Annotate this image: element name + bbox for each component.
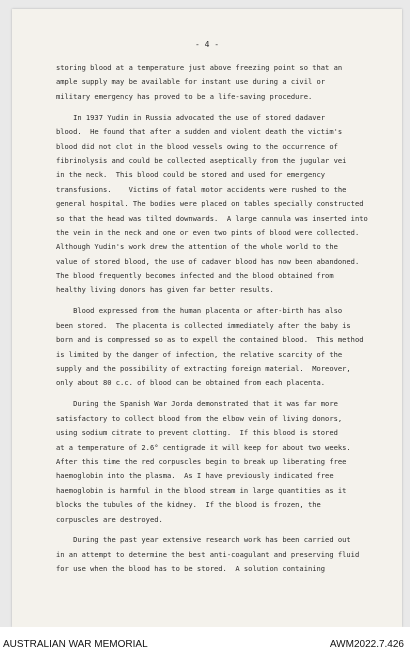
page-number: - 4 - xyxy=(194,40,220,49)
text-line: only about 80 c.c. of blood can be obtained from each placenta. xyxy=(56,378,326,388)
text-line: supply and the possibility of extracting foreign material. Moreover, xyxy=(56,364,351,373)
text-line: value of stored blood, the use of cadaver blood has now been abandoned. xyxy=(56,256,360,266)
text-line: During the Spanish War Jorda demonstrated that it was far more xyxy=(56,399,338,409)
text-line: satisfactory to collect blood from the elbow vein of living donors, xyxy=(56,413,343,423)
text-line: so that the head was tilted downwards. A large cannula was inserted into xyxy=(56,213,368,223)
caption-bar xyxy=(0,627,410,653)
text-line: using sodium citrate to prevent clotting. If this blood is stored xyxy=(56,428,338,438)
text-line: born and is compressed so as to expell the contained blood. This method xyxy=(56,335,364,345)
reference-number: AWM2022.7.426 xyxy=(329,639,404,650)
text-line: corpuscles are destroyed. xyxy=(56,514,163,524)
text-line: fibrinolysis and could be collected aseptically from the jugular vei xyxy=(56,155,347,165)
text-line: storing blood at a temperature just above freezing point so that an xyxy=(56,63,343,72)
text-line: blocks the tubules of the kidney. If the blood is frozen, the xyxy=(56,500,321,510)
source-label: AUSTRALIAN WAR MEMORIAL xyxy=(3,639,148,650)
text-line: After this time the red corpuscles begin to break up liberating free xyxy=(56,456,347,466)
text-line: the vein in the neck and one or even two pints of blood were collected. xyxy=(56,227,360,237)
text-line: ample supply may be available for instant use during a civil or xyxy=(56,77,326,87)
text-line: in an attempt to determine the best anti-coagulant and preserving fluid xyxy=(56,549,360,559)
text-line: The blood frequently becomes infected and the blood obtained from xyxy=(56,271,334,281)
text-line: at a temperature of 2.6° centigrade it will keep for about two weeks. xyxy=(56,442,351,452)
body-text xyxy=(56,61,396,577)
text-line: blood. He found that after a sudden and violent death the victim's xyxy=(56,127,343,137)
text-line: for use when the blood has to be stored. A solution containing xyxy=(56,564,326,574)
text-line: Blood expressed from the human placenta or after-birth has also xyxy=(56,306,343,316)
text-line: general hospital. The bodies were placed on tables specially constructed xyxy=(56,199,364,209)
text-line: haemoglobin into the plasma. As I have previously indicated free xyxy=(56,471,334,481)
text-line: military emergency has proved to be a life-saving procedure. xyxy=(56,91,313,101)
text-line: transfusions. Victims of fatal motor accidents were rushed to the xyxy=(56,184,347,194)
text-line: been stored. The placenta is collected immediately after the baby is xyxy=(56,320,351,330)
typewritten-page xyxy=(12,9,402,627)
text-line: in the neck. This blood could be stored and used for emergency xyxy=(56,170,326,180)
text-line: healthy living donors has given far better results. xyxy=(56,285,274,295)
text-line: blood did not clot in the blood vessels owing to the occurrence of xyxy=(56,141,338,151)
text-line: haemoglobin is harmful in the blood stream in large quantities as it xyxy=(56,485,347,495)
text-line: In 1937 Yudin in Russia advocated the use of stored dadaver xyxy=(56,112,326,122)
text-line: During the past year extensive research work has been carried out xyxy=(56,535,351,545)
text-line: is limited by the danger of infection, the relative scarcity of the xyxy=(56,349,343,359)
text-line: Although Yudin's work drew the attention of the whole world to the xyxy=(56,242,338,252)
